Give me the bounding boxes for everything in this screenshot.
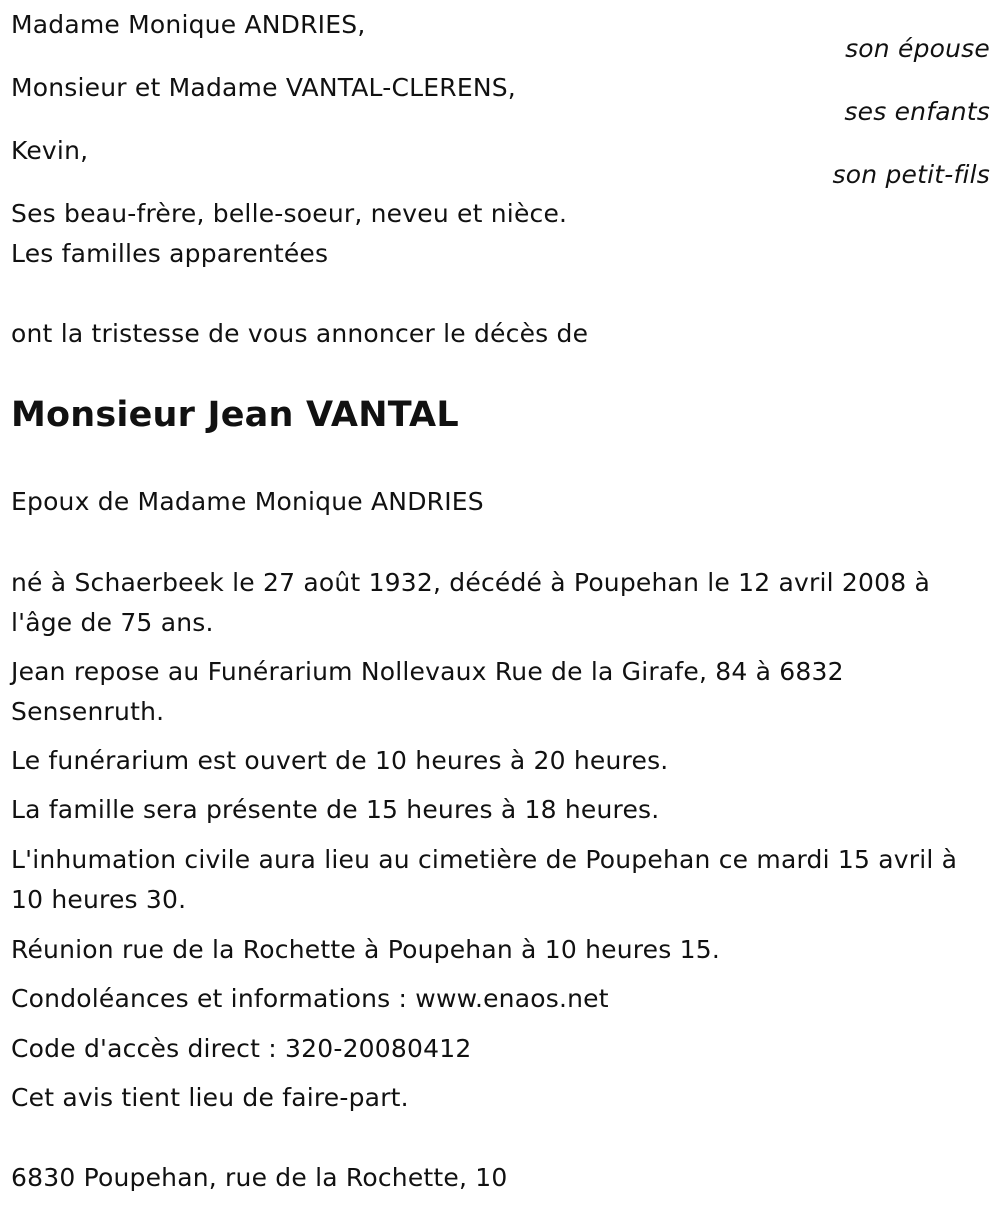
burial-detail: L'inhumation civile aura lieu au cimetière de Poupehan ce mardi 15 avril à 10 heures 30. bbox=[11, 845, 958, 914]
notice-detail: Cet avis tient lieu de faire-part. bbox=[11, 1083, 409, 1112]
relatives-line: Les familles apparentées bbox=[11, 239, 329, 268]
address-line: 6830 Poupehan, rue de la Rochette, 10 bbox=[11, 1163, 508, 1192]
family-member-name: Monsieur et Madame VANTAL-CLERENS, bbox=[11, 73, 516, 102]
family-member-relation: son épouse bbox=[845, 34, 990, 63]
family-member-relation: ses enfants bbox=[844, 97, 990, 126]
condolences-detail: Condoléances et informations : www.enaos.net bbox=[11, 984, 609, 1013]
announcement-text: ont la tristesse de vous annoncer le décès de bbox=[11, 319, 589, 348]
deceased-name: Monsieur Jean VANTAL bbox=[11, 395, 459, 435]
family-member-name: Madame Monique ANDRIES, bbox=[11, 10, 366, 39]
opening-hours-detail: Le funérarium est ouvert de 10 heures à 20 heures. bbox=[11, 746, 669, 775]
family-presence-detail: La famille sera présente de 15 heures à 18 heures. bbox=[11, 795, 660, 824]
birth-death-detail: né à Schaerbeek le 27 août 1932, décédé à Poupehan le 12 avril 2008 à l'âge de 75 ans. bbox=[11, 568, 931, 637]
access-code-detail: Code d'accès direct : 320-20080412 bbox=[11, 1034, 472, 1063]
family-member-relation: son petit-fils bbox=[832, 160, 990, 189]
spouse-line: Epoux de Madame Monique ANDRIES bbox=[11, 487, 484, 516]
funeral-home-detail: Jean repose au Funérarium Nollevaux Rue de la Girafe, 84 à 6832 Sensenruth. bbox=[11, 657, 844, 726]
meeting-detail: Réunion rue de la Rochette à Poupehan à 10 heures 15. bbox=[11, 935, 720, 964]
relatives-line: Ses beau-frère, belle-soeur, neveu et nièce. bbox=[11, 199, 568, 228]
family-member-name: Kevin, bbox=[11, 136, 89, 165]
